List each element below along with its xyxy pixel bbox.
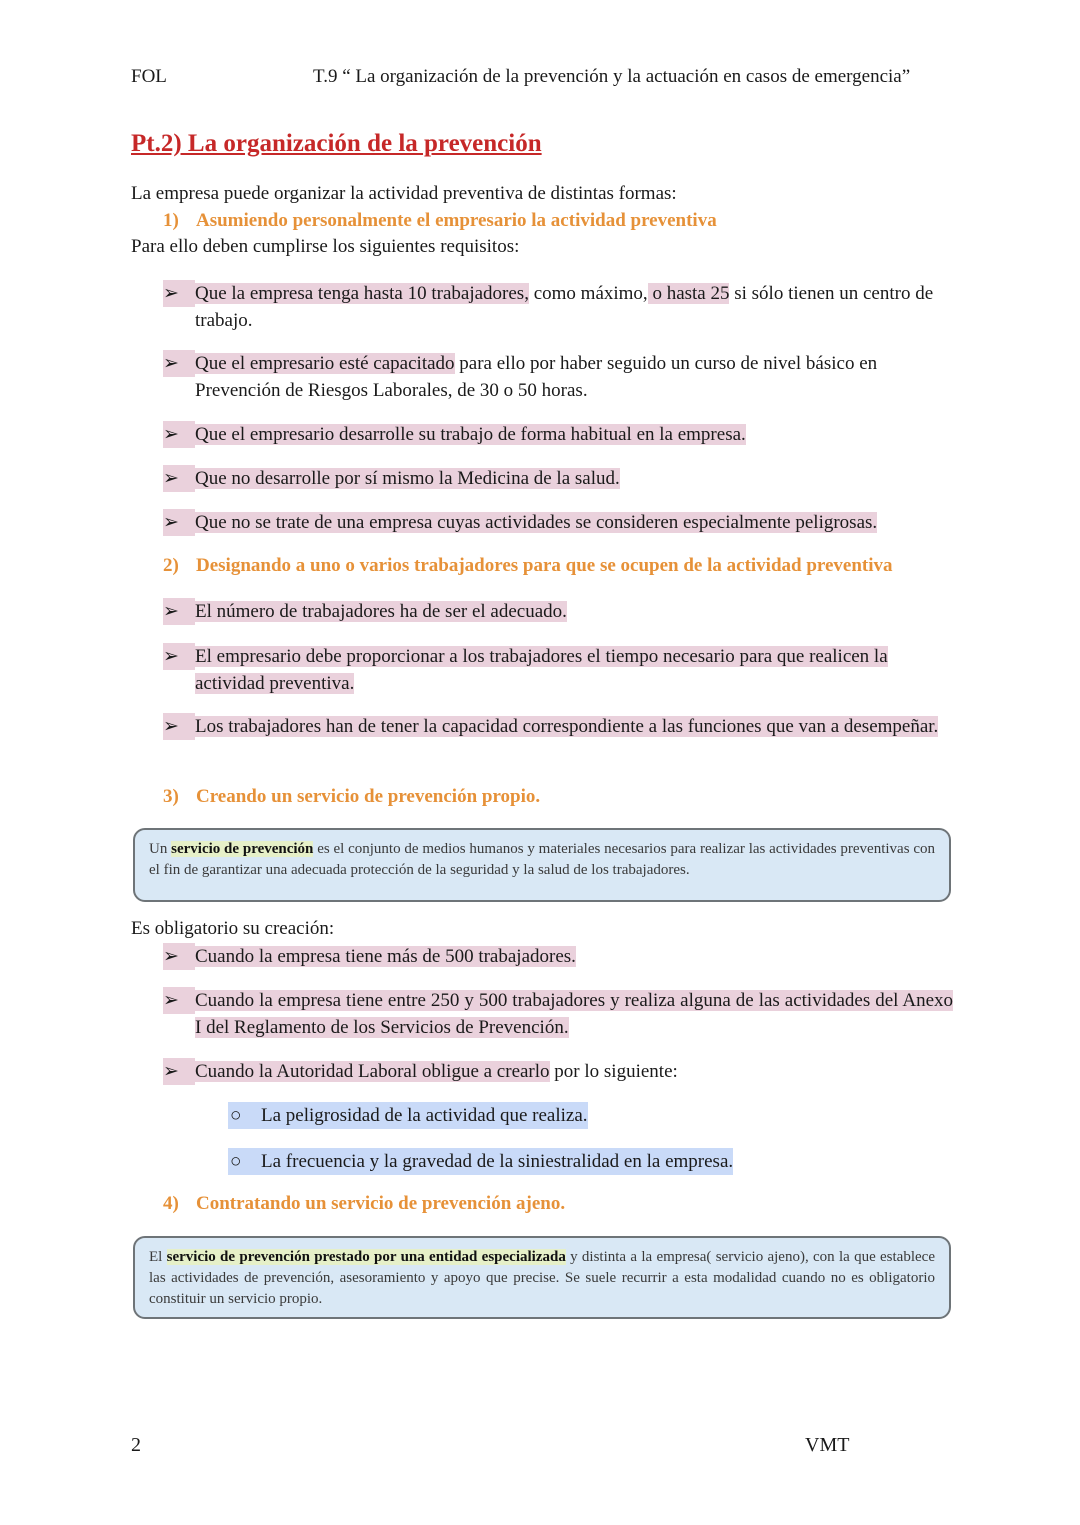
definition-1-pre: Un [149,841,172,857]
requirement-item [163,350,953,404]
circle-bullet-icon: ○ [230,1105,242,1126]
designation-item [163,598,953,625]
requirement-item [163,509,953,536]
arrow-bullet-icon: ➢ [163,1058,195,1085]
requirement-4: Que no desarrolle por sí mismo la Medicina de la salud. [195,468,620,489]
option-4-label: Contratando un servicio de prevención ajeno. [196,1193,566,1214]
arrow-bullet-icon: ➢ [163,465,195,492]
page-number: 2 [131,1434,141,1456]
requirement-item [163,280,953,334]
arrow-bullet-icon: ➢ [163,943,195,970]
mandatory-1: Cuando la empresa tiene más de 500 trabajadores. [195,946,576,967]
option-2-number: 2) [163,555,179,576]
requirement-1-part-b: como máximo, [528,283,648,304]
definition-2-body: y distinta a la empresa( servicio ajeno), con la que establece las actividades de prevención, asesoramiento y apoyo que precise. Se suele recurrir a esta modalidad cuando no es obligatorio constituir un servicio propio. [149,1249,935,1307]
definition-2-term: servicio de prevención prestado por una entidad especializada [166,1249,566,1265]
designation-item [163,713,953,740]
section-title: Pt.2) La organización de la prevención [131,130,542,157]
option-1-label: Asumiendo personalmente el empresario la actividad preventiva [196,210,717,231]
designation-3: Los trabajadores han de tener la capacidad correspondiente a las funciones que van a desempeñar. [195,716,939,737]
requirement-3: Que el empresario desarrolle su trabajo de forma habitual en la empresa. [195,424,746,445]
designation-item [163,643,953,697]
arrow-bullet-icon: ➢ [163,421,195,448]
option-4-heading [163,1193,565,1215]
mandatory-item [163,1058,953,1085]
mandatory-item [163,943,953,970]
definition-2-pre: El [149,1249,167,1265]
reason-2: La frecuencia y la gravedad de la siniestralidad en la empresa. [261,1151,734,1172]
definition-1-term: servicio de prevención [171,841,314,857]
arrow-bullet-icon: ➢ [163,643,195,670]
author-initials: VMT [805,1434,850,1456]
definition-box-external-service [133,1236,951,1319]
arrow-bullet-icon: ➢ [163,987,195,1014]
requirement-item [163,421,953,448]
mandatory-item [163,987,953,1041]
option-4-number: 4) [163,1193,179,1214]
requirement-5: Que no se trate de una empresa cuyas actividades se consideren especialmente peligrosas. [195,512,878,533]
arrow-bullet-icon: ➢ [163,713,195,740]
option-3-label: Creando un servicio de prevención propio. [196,786,541,807]
reason-item [228,1148,733,1175]
option-2-label: Designando a uno o varios trabajadores para que se ocupen de la actividad preventiva [196,555,893,576]
arrow-bullet-icon: ➢ [163,509,195,536]
option-3-heading [163,786,540,808]
requirement-2-part-b: para ello por haber seguido un curso de nivel básico en Prevención de Riesgos Laborales, de 30 o 50 horas. [195,353,878,401]
option-1-heading [163,210,717,232]
mandatory-2: Cuando la empresa tiene entre 250 y 500 trabajadores y realiza alguna de las actividades del Anexo I del Reglamento de los Servicios de Prevención. [195,990,953,1038]
option-3-number: 3) [163,786,179,807]
arrow-bullet-icon: ➢ [163,350,195,377]
designation-1: El número de trabajadores ha de ser el adecuado. [195,601,567,622]
header-subject: FOL [131,66,167,87]
mandatory-intro: Es obligatorio su creación: [131,918,335,939]
requirement-1-part-c: o hasta 25 [647,283,730,304]
reason-item [228,1102,588,1129]
header-topic: T.9 “ La organización de la prevención y la actuación en casos de emergencia” [313,66,911,87]
designation-2: El empresario debe proporcionar a los trabajadores el tiempo necesario para que realicen la actividad preventiva. [195,646,888,694]
option-1-number: 1) [163,210,179,231]
arrow-bullet-icon: ➢ [163,280,195,307]
mandatory-3-part-a: Cuando la Autoridad Laboral obligue a crearlo [195,1061,550,1082]
reason-1: La peligrosidad de la actividad que realiza. [261,1105,588,1126]
option-2-heading [163,555,893,577]
requirement-1-part-d: si sólo tienen un centro de trabajo. [195,283,934,331]
arrow-bullet-icon: ➢ [163,598,195,625]
requirement-2-part-a: Que el empresario esté capacitado [195,353,455,374]
definition-1-body: es el conjunto de medios humanos y materiales necesarios para realizar las actividades preventivas con el fin de garantizar una adecuada protección de la seguridad y la salud de los trabajadores. [149,841,935,878]
intro-text: La empresa puede organizar la actividad preventiva de distintas formas: [131,183,677,204]
mandatory-3-part-b: por lo siguiente: [549,1061,678,1082]
definition-box-own-service [133,828,951,902]
requirement-1-part-a: Que la empresa tenga hasta 10 trabajadores, [195,283,529,304]
requirement-item [163,465,953,492]
requirements-intro: Para ello deben cumplirse los siguientes requisitos: [131,236,520,257]
circle-bullet-icon: ○ [230,1151,242,1172]
